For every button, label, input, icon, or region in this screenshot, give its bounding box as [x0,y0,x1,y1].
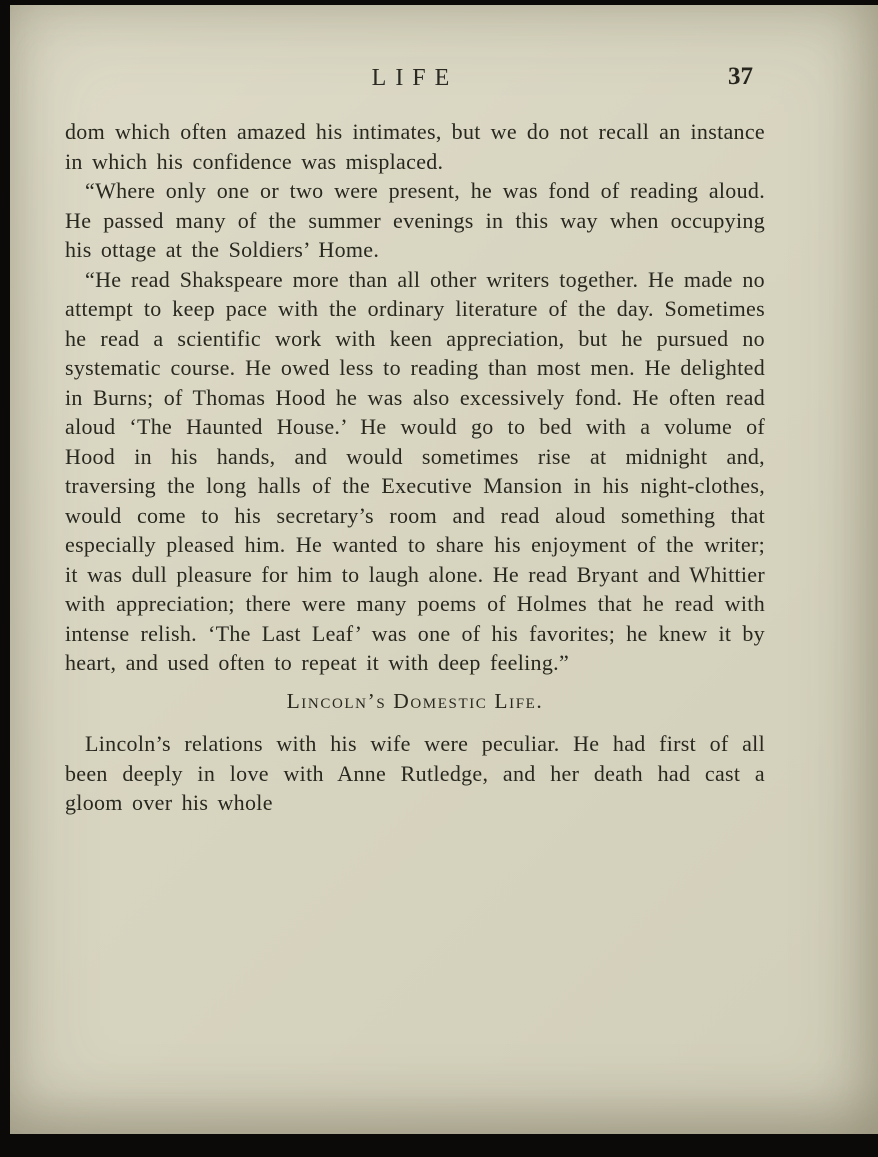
paragraph: “He read Shakspeare more than all other writers together. He made no attempt to keep pace with the ordinary literature of the day. Sometimes he read a scientific work with keen appreciation, but he pursued no systematic course. He owed less to reading than most men. He delighted in Burns; of Thomas Hood he was also excessively fond. He often read aloud ‘The Haunted House.’ He would go to bed with a volume of Hood in his hands, and would sometimes rise at midnight and, traversing the long halls of the Executive Mansion in his night-clothes, would come to his secretary’s room and read aloud something that especially pleased him. He wanted to share his enjoyment of the writer; it was dull pleasure for him to laugh alone. He read Bryant and Whittier with appreciation; there were many poems of Holmes that he read with intense relish. ‘The Last Leaf’ was one of his favorites; he knew it by heart, and used often to repeat it with deep feeling.” [65,266,765,675]
scan-edge-left [0,0,10,1157]
paragraph: “Where only one or two were present, he was fond of reading aloud. He passed many of the summer evenings in this way when occupying his ottage at the Soldiers’ Home. [65,178,765,262]
running-head [65,65,765,97]
page-body [65,117,765,818]
section-heading: Lincoln’s Domestic Life. [286,688,544,713]
scan-edge-top [0,0,878,5]
paragraph: Lincoln’s relations with his wife were peculiar. He had first of all been deeply in love with Anne Rutledge, and her death had cast a gloom over his whole [65,731,765,815]
book-page [10,5,878,1134]
page-number: 37 [728,63,753,90]
page-title: LIFE [371,65,459,91]
scan-edge-bottom [0,1134,878,1157]
paragraph: dom which often amazed his intimates, but we do not recall an instance in which his confidence was misplaced. [65,119,765,174]
